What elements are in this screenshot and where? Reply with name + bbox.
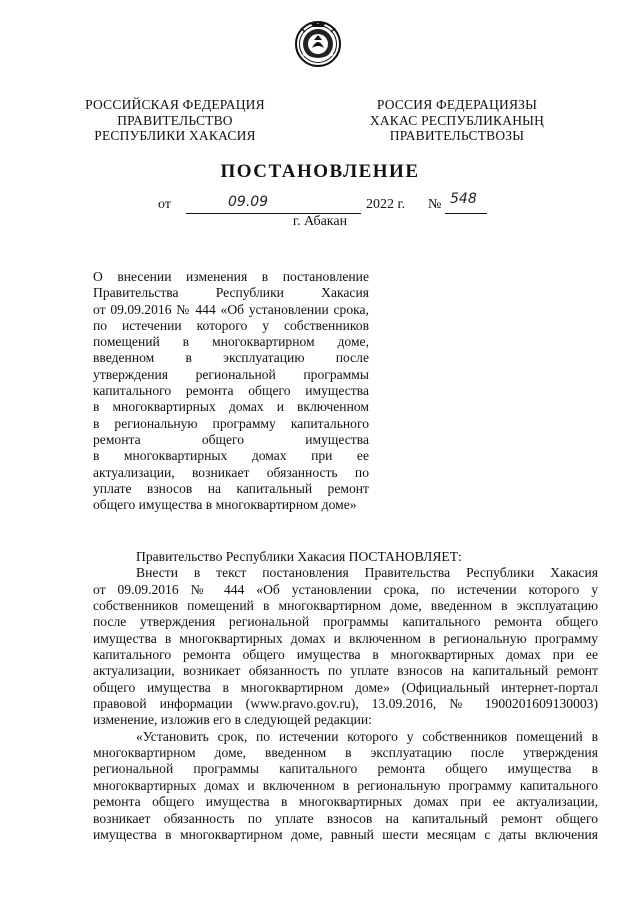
body-line: собственников помещений в многоквартирном доме, введенном в эксплуатацию xyxy=(93,598,598,614)
body-line: региональной программы капитального ремонта общего имущества в xyxy=(93,761,598,777)
subject-line: актуализации, возникает обязанность по xyxy=(93,464,369,480)
header-right-line: ПРАВИТЕЛЬСТВОЗЫ xyxy=(389,128,525,143)
date-prefix: от xyxy=(158,197,171,212)
header-right-line: ХАКАС РЕСПУБЛИКАНЫҢ xyxy=(369,112,545,128)
body-line: «Установить срок, по истечении которого у собственников помещений в xyxy=(136,728,598,744)
subject-line: общего имущества в многоквартирном доме» xyxy=(93,497,357,513)
subject-line: Правительства Республики Хакасия xyxy=(93,285,369,301)
date-underline xyxy=(186,195,361,214)
city-name: г. Абакан xyxy=(292,214,348,229)
coat-of-arms-emblem xyxy=(293,18,343,68)
subject-line: в многоквартирных домах и включенном xyxy=(93,399,369,415)
body-line: многоквартирном доме, введенном в эксплуатацию после утверждения xyxy=(93,745,598,761)
subject-line: введенном в эксплуатацию после xyxy=(93,350,369,366)
body-line: Внести в текст постановления Правительства Республики Хакасия xyxy=(136,565,598,581)
header-left-line: РОССИЙСКАЯ ФЕДЕРАЦИЯ xyxy=(85,97,265,112)
body-line: Правительство Республики Хакасия ПОСТАНОВЛЯЕТ: xyxy=(136,549,462,564)
body-line: возникает обязанность по уплате взносов на капитальный ремонт общего xyxy=(93,810,598,826)
body-line: имущества в многоквартирных домах и включенном в региональную программу xyxy=(93,630,598,646)
body-line: имущества в многоквартирном доме, равный шести месяцам с даты включения xyxy=(93,826,598,842)
number-sign: № xyxy=(428,197,442,212)
subject-line: по истечении которого у собственников xyxy=(93,317,369,333)
document-title: ПОСТАНОВЛЕНИЕ xyxy=(220,161,420,182)
subject-line: от 09.09.2016 № 444 «Об установлении срока, xyxy=(93,301,369,317)
handwritten-date: 09.09 xyxy=(228,194,269,210)
header-left-line: РЕСПУБЛИКИ ХАКАСИЯ xyxy=(94,128,256,143)
subject-line: в многоквартирных домах при ее xyxy=(93,448,369,464)
subject-line: утверждения региональной программы xyxy=(93,366,369,382)
body-text xyxy=(93,549,598,843)
handwritten-number: 548 xyxy=(450,191,477,207)
subject-line: в региональную программу капитального xyxy=(93,415,369,431)
date-year: 2022 г. xyxy=(366,197,406,212)
subject-line: помещений в многоквартирном доме, xyxy=(93,334,369,350)
body-line: изменение, изложив его в следующей редакции: xyxy=(93,712,372,728)
body-line: актуализации, возникает обязанность по уплате взносов на капитальный ремонт xyxy=(93,663,598,679)
subject-block xyxy=(93,269,369,513)
subject-line: О внесении изменения в постановление xyxy=(93,269,369,284)
subject-line: ремонта общего имущества xyxy=(93,431,369,447)
body-line: после утверждения региональной программы капитального ремонта общего xyxy=(93,614,598,630)
header-right-line: РОССИЯ ФЕДЕРАЦИЯЗЫ xyxy=(376,97,538,112)
body-line: ремонта общего имущества в многоквартирных домах при ее актуализации, xyxy=(93,794,598,810)
header-right-block xyxy=(342,97,572,144)
date-number-line xyxy=(158,191,488,215)
header-left-line: ПРАВИТЕЛЬСТВО xyxy=(117,112,233,128)
body-line: многоквартирных домах и включенном в региональную программу капитального xyxy=(93,777,598,793)
body-line: общего имущества в многоквартирном доме» (Официальный интернет-портал xyxy=(93,679,598,695)
body-line: правовой информации (www.pravo.gov.ru), 13.09.2016, № 1900201609130003) xyxy=(93,696,598,712)
header-left-block xyxy=(60,97,290,144)
body-line: капитального ремонта общего имущества в многоквартирных домах при ее xyxy=(93,647,598,663)
body-line: от 09.09.2016 № 444 «Об установлении срока, по истечении которого у xyxy=(93,581,598,597)
subject-line: капитального ремонта общего имущества xyxy=(93,383,369,399)
subject-line: уплате взносов на капитальный ремонт xyxy=(93,480,369,496)
